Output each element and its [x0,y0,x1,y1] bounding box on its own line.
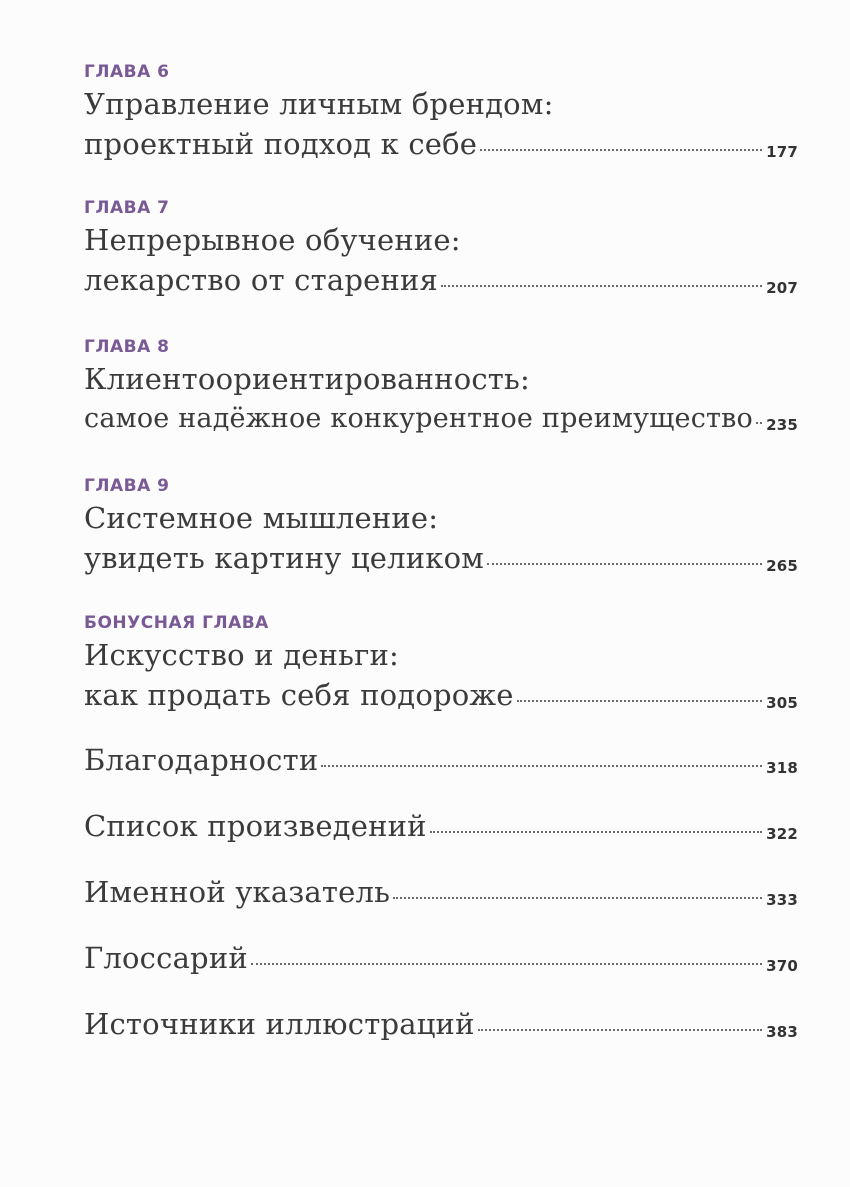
chapter-label: ГЛАВА 7 [84,198,170,218]
chapter-title-line1: Управление личным брендом: [84,87,554,121]
page-number: 333 [766,891,798,909]
toc-chapter-9[interactable] [84,476,798,578]
toc-bonus-chapter[interactable] [84,613,798,715]
dot-leader [478,1029,762,1031]
page-number: 318 [766,759,798,777]
toc-section-acknowledgements[interactable] [84,740,798,780]
chapter-title-line1: Клиентоориентированность: [84,362,531,396]
page-number: 383 [766,1023,798,1041]
toc-chapter-6[interactable] [84,62,798,164]
toc-chapter-7[interactable] [84,198,798,300]
toc-section-glossary[interactable] [84,938,798,978]
toc-chapter-8[interactable] [84,337,798,439]
chapter-label: ГЛАВА 9 [84,476,170,496]
chapter-title-line1: Системное мышление: [84,501,439,535]
page-number: 305 [766,694,798,712]
dot-leader [756,422,762,424]
chapter-label: ГЛАВА 6 [84,62,170,82]
dot-leader [430,831,762,833]
dot-leader [393,897,762,899]
page-number: 235 [766,416,798,434]
section-title: Благодарности [84,743,319,777]
section-title: Список произведений [84,809,427,843]
section-title: Глоссарий [84,941,248,975]
dot-leader [251,963,762,965]
section-title: Именной указатель [84,875,391,909]
dot-leader [480,149,762,151]
page-number: 177 [766,143,798,161]
page-number: 370 [766,957,798,975]
page-number: 207 [766,279,798,297]
page-number: 322 [766,825,798,843]
chapter-label: ГЛАВА 8 [84,337,170,357]
section-title: Источники иллюстраций [84,1007,475,1041]
chapter-title-line2: увидеть картину целиком [84,541,485,575]
chapter-title-line2: самое надёжное конкурентное преимущество [84,403,754,434]
dot-leader [487,563,762,565]
chapter-title-line2: проектный подход к себе [84,127,478,161]
chapter-title-line2: как продать себя подороже [84,678,514,712]
dot-leader [441,285,762,287]
chapter-label: БОНУСНАЯ ГЛАВА [84,613,269,633]
toc-section-name-index[interactable] [84,872,798,912]
chapter-title-line2: лекарство от старения [84,263,439,297]
toc-section-works-list[interactable] [84,806,798,846]
dot-leader [517,700,762,702]
dot-leader [321,765,762,767]
toc-section-illustration-sources[interactable] [84,1004,798,1044]
chapter-title-line1: Искусство и деньги: [84,638,400,672]
chapter-title-line1: Непрерывное обучение: [84,223,461,257]
page-number: 265 [766,557,798,575]
